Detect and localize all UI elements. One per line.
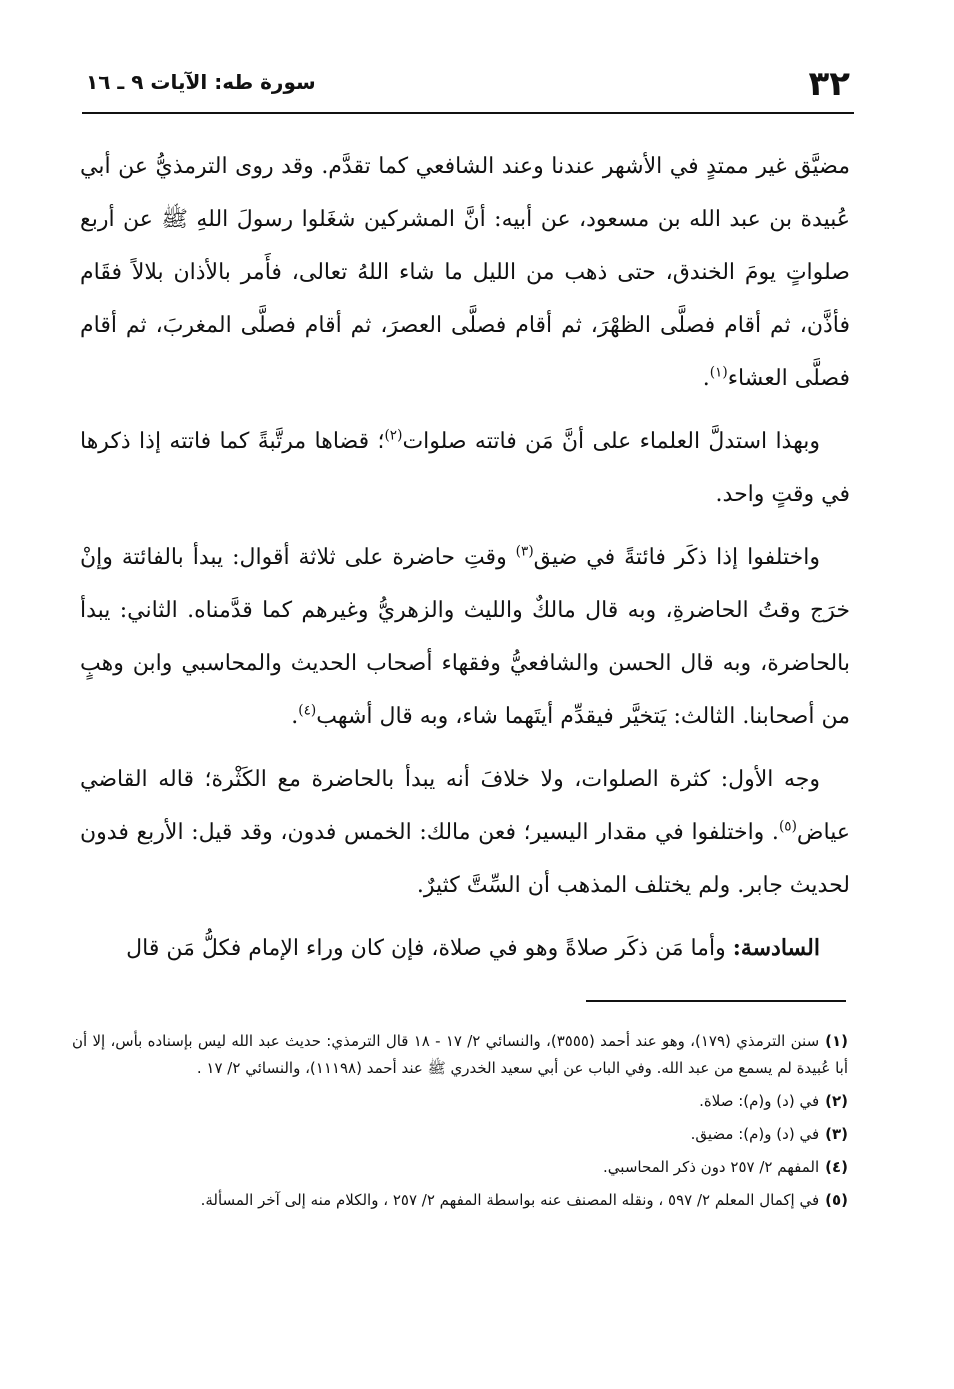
footnote-number: (٣): [825, 1125, 848, 1143]
paragraph-1: [80, 140, 850, 405]
footnote-ref-2: (٢): [384, 427, 403, 444]
paragraph-4-end: . واختلفوا في مقدار اليسير؛ فعن مالك: الخمس فدون، وقد قيل: الأربع فدون لحديث جابر. ولم يختلف المذهب أن السِّتَّ كثيرٌ.: [80, 820, 850, 898]
footnote-ref-5: (٥): [778, 818, 797, 835]
paragraph-2: [80, 415, 850, 521]
paragraph-5: [80, 922, 850, 975]
footnote-number: (٢): [825, 1092, 848, 1110]
paragraph-3: [80, 531, 850, 743]
footnote-text: في إكمال المعلم ٢/ ٥٩٧ ، ونقله المصنف عنه بواسطة المفهم ٢/ ٢٥٧ ، والكلام منه إلى آخر المسألة.: [200, 1191, 820, 1209]
paragraph-1-end: .: [702, 366, 710, 391]
paragraph-4: [80, 753, 850, 912]
paragraph-4-text: وجه الأول: كثرة الصلوات، ولا خلافَ أنه يبدأ بالحاضرة مع الكَثْرة؛ قاله القاضي عياض: [80, 767, 850, 845]
paragraph-5-text: وأما مَن ذكَر صلاةً وهو في صلاة، فإن كان وراء الإمام فكلُّ مَن قال: [126, 936, 733, 961]
page-number: ٣٢: [808, 64, 850, 104]
paragraph-2-end: ؛ قضاها مرتَّبةً كما فاتته إذا ذكرها في وقتٍ واحد.: [80, 429, 850, 507]
paragraph-1-text: مضيَّق غير ممتدٍ في الأشهر عندنا وعند الشافعي كما تقدَّم. وقد روى الترمذيُّ عن أبي عُبيدة بن عبد الله بن مسعود، عن أبيه: أنَّ المشركين شغَلوا رسولَ اللهِ ﷺ عن أربع صلواتٍ يومَ الخندق، حتى ذهب من الليل ما شاء اللهُ تعالى، فأَمر بالأذان بلالاً فقَام فأذَّن، ثم أقام فصلَّى الظهْرَ، ثم أقام فصلَّى العصرَ، ثم أقام فصلَّى المغربَ، ثم أقام فصلَّى العشاء: [80, 154, 850, 391]
footnote-3: [72, 1121, 848, 1148]
footnote-number: (٤): [825, 1158, 848, 1176]
footnotes: [72, 1028, 848, 1220]
footnote-text: في (د) و(م): مضيق.: [690, 1125, 820, 1143]
paragraph-2-text: وبهذا استدلَّ العلماء على أنَّ مَن فاتته صلوات: [402, 429, 820, 454]
footnote-number: (١): [825, 1032, 849, 1050]
footnote-2: [72, 1088, 848, 1115]
page-header: [82, 60, 854, 114]
paragraph-3-end: .: [291, 704, 299, 729]
footnote-4: [72, 1154, 848, 1181]
footnote-5: [72, 1187, 848, 1214]
paragraph-3-middle: وقتِ حاضرة على ثلاثة أقوال: يبدأ بالفائتة وإنْ خرَج وقتُ الحاضرةِ، وبه قال مالكٌ والليث والزهريُّ وغيرهم كما قدَّمناه. الثاني: يبدأ بالحاضرة، وبه قال الحسن والشافعيُّ وفقهاء أصحاب الحديث والمحاسبي وابن وهبٍ من أصحابنا. الثالث: يَتخيَّر فيقدِّم أيتَهما شاء، وبه قال أشهب: [80, 545, 850, 729]
footnote-ref-1: (١): [709, 364, 728, 381]
footnote-1: [72, 1028, 848, 1082]
running-head: سورة طه: الآيات ٩ ـ ١٦: [86, 70, 316, 94]
footnote-text: المفهم ٢/ ٢٥٧ دون ذكر المحاسبي.: [603, 1158, 820, 1176]
footnote-text: سنن الترمذي (١٧٩)، وهو عند أحمد (٣٥٥٥)، والنسائي ٢/ ١٧ - ١٨ قال الترمذي: حديث عبد الله ليس بإسناده بأس، إلا أن أبا عُبيدة لم يسمع من عبد الله. وفي الباب عن أبي سعيد الخدري ﷺ عند أحمد (١١١٩٨)، والنسائي ٢/ ١٧ .: [72, 1032, 848, 1077]
section-heading-sixth: السادسة:: [732, 935, 820, 961]
footnote-divider: [586, 1000, 846, 1002]
footnote-number: (٥): [825, 1191, 848, 1209]
footnote-text: في (د) و(م): صلاة.: [699, 1092, 820, 1110]
paragraph-3-text: واختلفوا إذا ذكَر فائتةً في ضيق: [533, 545, 820, 570]
footnote-ref-4: (٤): [298, 702, 317, 719]
main-text: [80, 140, 850, 985]
footnote-ref-3: (٣): [515, 543, 534, 560]
